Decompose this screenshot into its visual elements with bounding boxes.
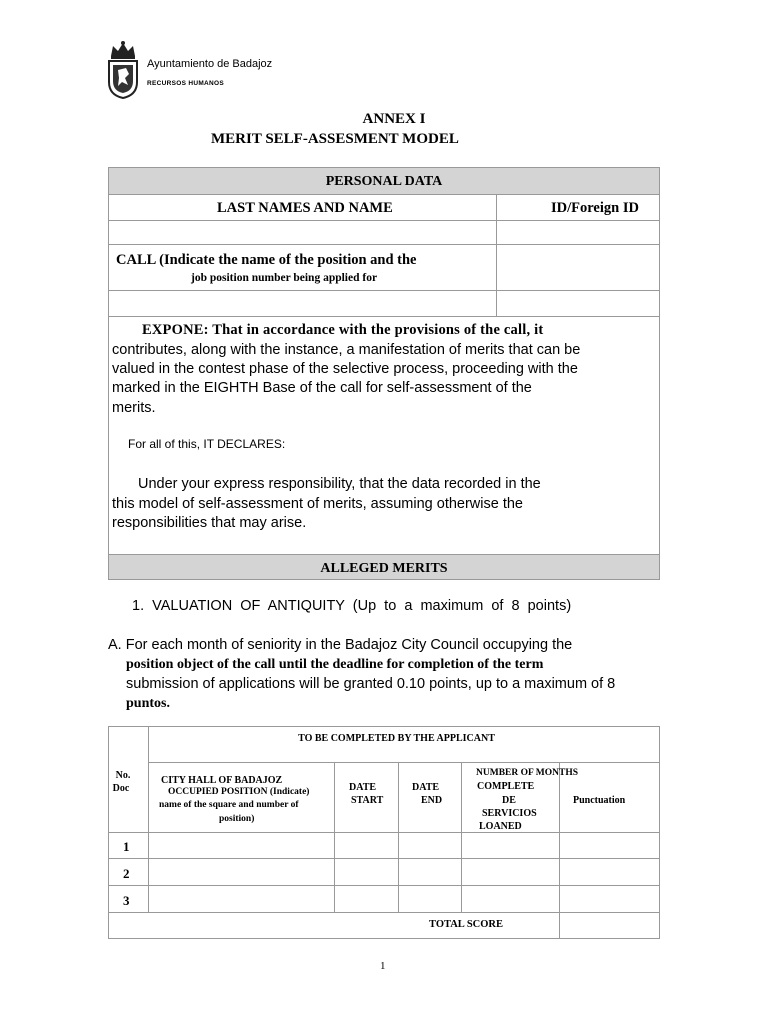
col-no-line-2: Doc xyxy=(112,783,130,794)
total-score-cell[interactable] xyxy=(560,913,659,939)
document-title: MERIT SELF-ASSESMENT MODEL xyxy=(211,131,459,147)
col-punctuation: Punctuation xyxy=(573,795,626,806)
alleged-merits-header: ALLEGED MERITS xyxy=(109,555,659,579)
declares-label: For all of this, IT DECLARES: xyxy=(128,437,286,451)
col-start-line-1: DATE xyxy=(349,782,377,793)
col-city-line-4: position) xyxy=(219,814,255,824)
call-label: CALL (Indicate the name of the position and the xyxy=(116,252,417,268)
personal-data-table xyxy=(108,167,660,580)
declare-line-1: Under your express responsibility, that the data recorded in the xyxy=(138,476,541,492)
col-city-line-2: OCCUPIED POSITION (Indicate) xyxy=(168,787,310,797)
col-months-line-1: NUMBER OF MONTHS xyxy=(476,768,579,778)
row-number-2: 2 xyxy=(123,866,130,881)
antiquity-a-line-2: position object of the call until the deadline for completion of the term xyxy=(126,657,544,672)
call-side-field[interactable] xyxy=(497,245,659,290)
call-sublabel: job position number being applied for xyxy=(191,272,378,284)
expone-line-2: contributes, along with the instance, a manifestation of merits that can be xyxy=(112,342,581,358)
col-start-line-2: START xyxy=(351,795,384,806)
row-number-3: 3 xyxy=(123,893,130,908)
expone-line-1: EXPONE: That in accordance with the provisions of the call, it xyxy=(142,322,544,338)
id-header: ID/Foreign ID xyxy=(551,200,639,216)
col-city-line-3: name of the square and number of xyxy=(159,800,299,810)
row-number-1: 1 xyxy=(123,839,130,854)
col-months-line-5: LOANED xyxy=(479,821,522,832)
name-field[interactable] xyxy=(109,221,496,244)
annex-label: ANNEX I xyxy=(362,111,426,127)
position-field[interactable] xyxy=(109,291,496,316)
antiquity-a-line-4: puntos. xyxy=(126,696,170,711)
applicant-header: TO BE COMPLETED BY THE APPLICANT xyxy=(298,733,495,744)
col-end-line-2: END xyxy=(421,795,443,806)
col-city-line-1: CITY HALL OF BADAJOZ xyxy=(161,775,283,786)
position-number-field[interactable] xyxy=(497,291,659,316)
row-3-position-cell[interactable] xyxy=(149,886,334,912)
page-number: 1 xyxy=(380,960,386,972)
declare-line-3: responsibilities that may arise. xyxy=(112,515,307,531)
col-end-line-1: DATE xyxy=(412,782,440,793)
expone-line-5: merits. xyxy=(112,400,156,416)
expone-line-4: marked in the EIGHTH Base of the call for self-assessment of the xyxy=(112,380,532,396)
total-score-label: TOTAL SCORE xyxy=(429,919,504,930)
antiquity-a-line-1: A. For each month of seniority in the Badajoz City Council occupying the xyxy=(108,637,573,653)
col-no-line-1: No. xyxy=(115,770,131,781)
declare-line-2: this model of self-assessment of merits, assuming otherwise the xyxy=(112,496,523,512)
expone-line-3: valued in the contest phase of the selective process, proceeding with the xyxy=(112,361,578,377)
coat-of-arms-logo xyxy=(106,40,140,100)
organization-department: RECURSOS HUMANOS xyxy=(147,80,225,87)
col-months-line-4: SERVICIOS xyxy=(482,808,537,819)
row-2-position-cell[interactable] xyxy=(149,859,334,885)
personal-data-header: PERSONAL DATA xyxy=(109,168,659,194)
antiquity-heading: 1. VALUATION OF ANTIQUITY (Up to a maximum of 8 points) xyxy=(132,598,572,614)
organization-name: Ayuntamiento de Badajoz xyxy=(147,58,273,70)
row-1-position-cell[interactable] xyxy=(149,833,334,858)
antiquity-a-line-3: submission of applications will be granted 0.10 points, up to a maximum of 8 xyxy=(126,676,616,692)
col-months-line-2: COMPLETE xyxy=(477,781,535,792)
merit-table xyxy=(108,726,660,939)
col-months-line-3: DE xyxy=(502,795,516,806)
last-names-header: LAST NAMES AND NAME xyxy=(217,200,393,216)
id-field[interactable] xyxy=(497,221,659,244)
